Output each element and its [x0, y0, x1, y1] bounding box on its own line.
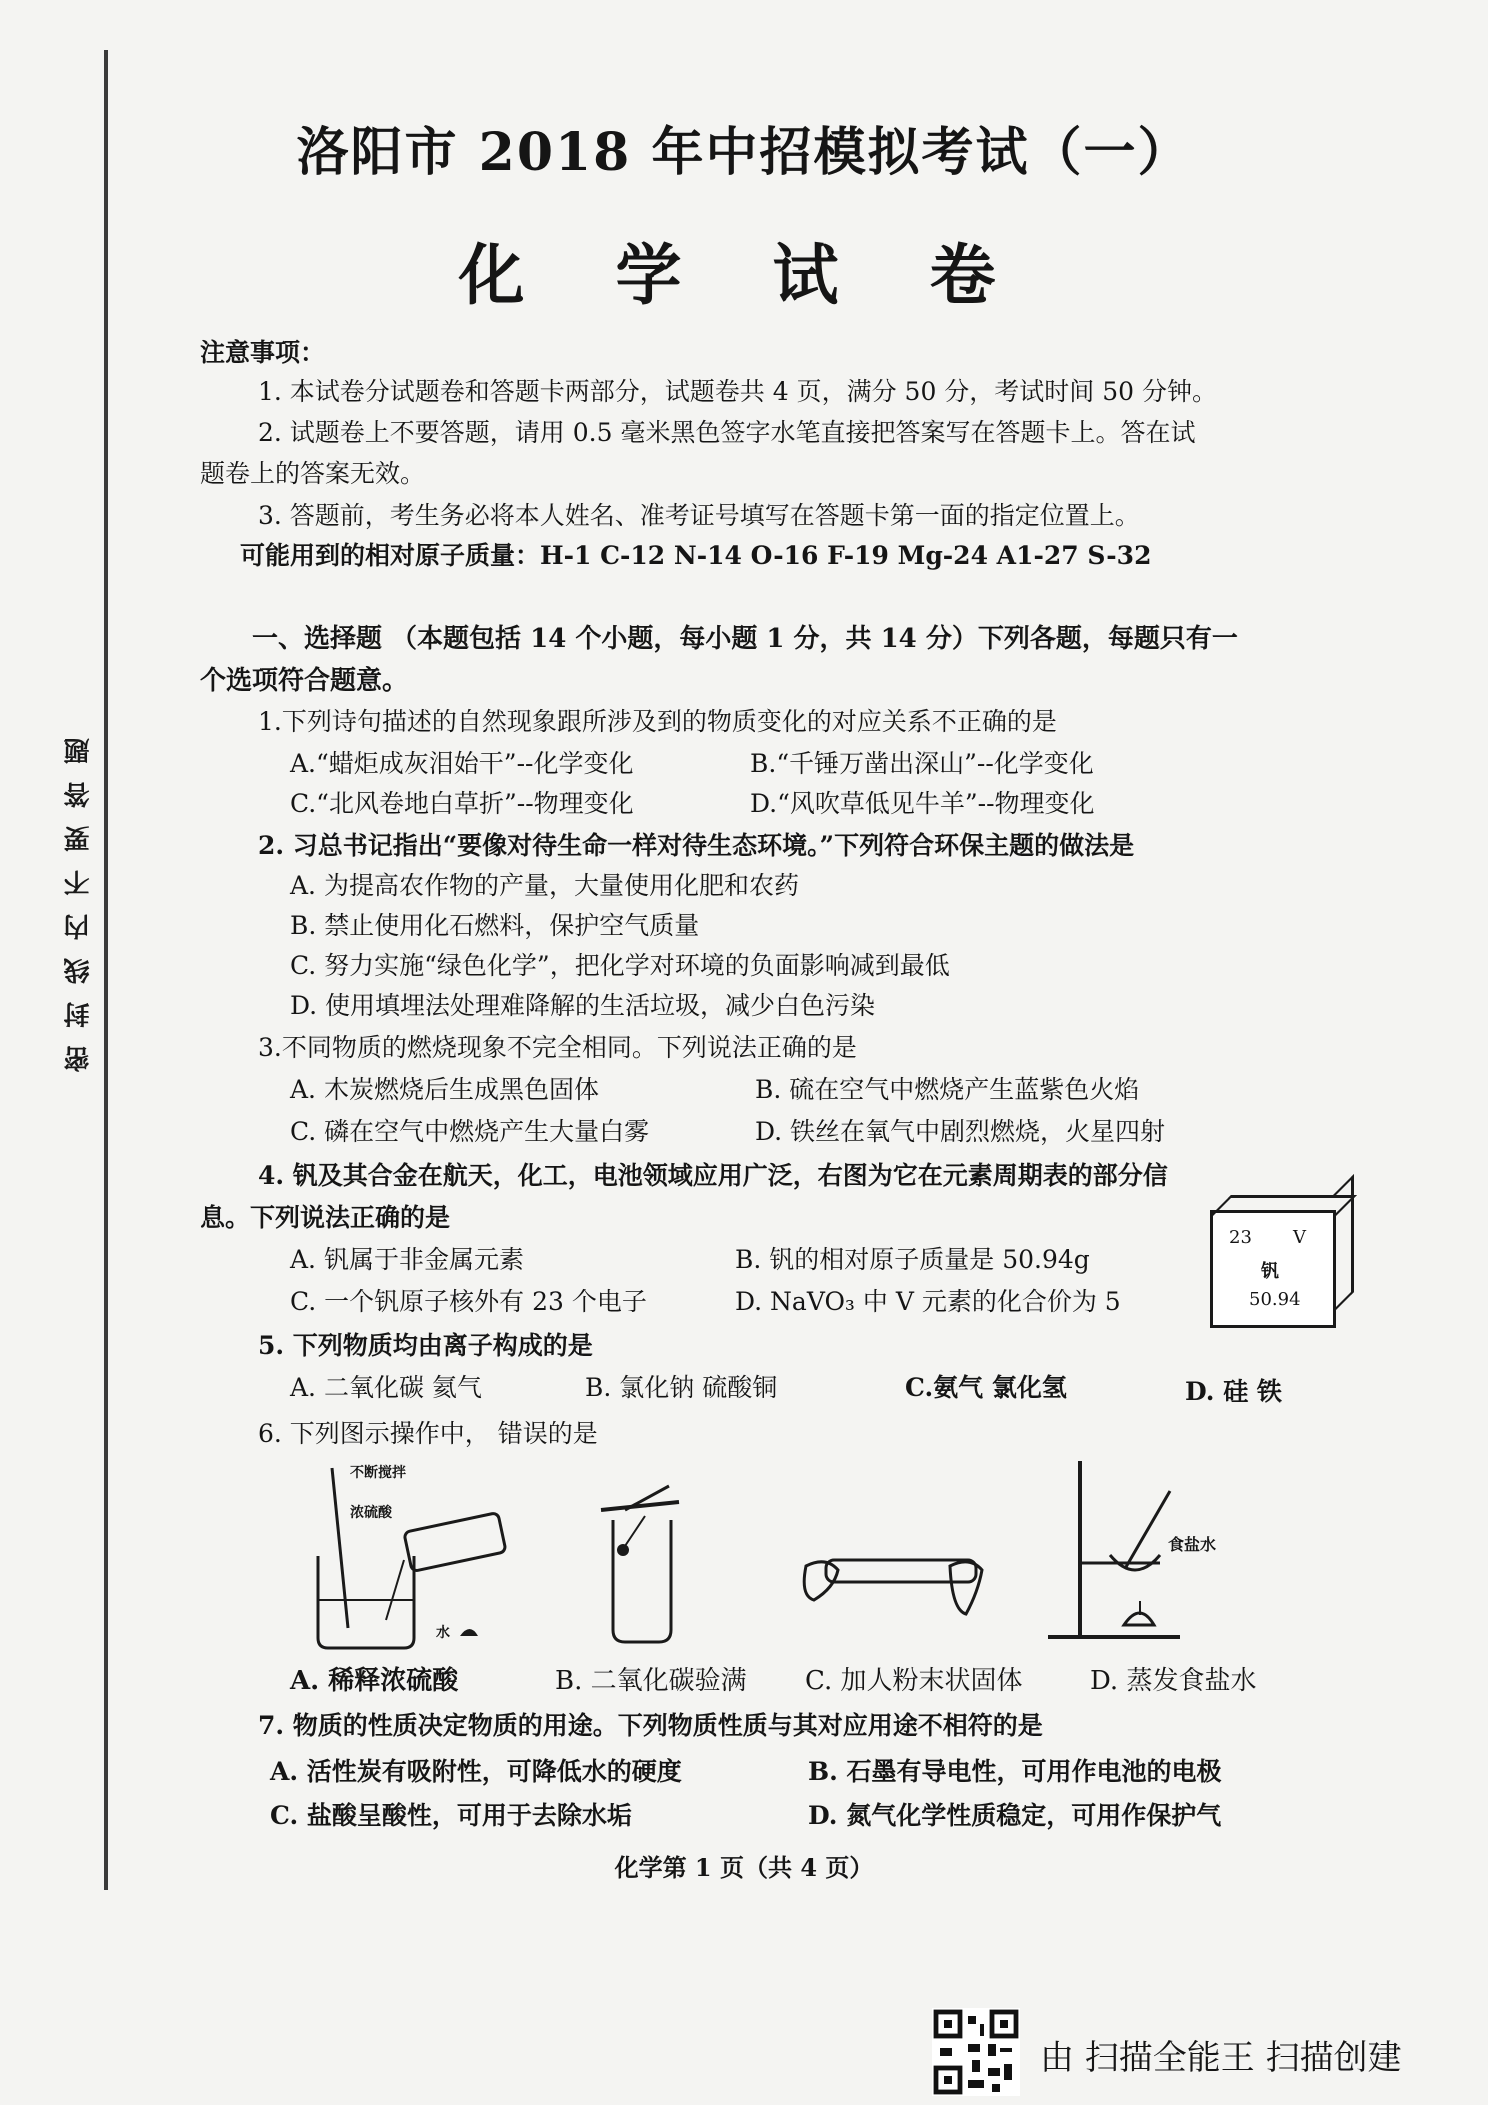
- q3-stem: 3.不同物质的燃烧现象不完全相同。下列说法正确的是: [258, 1033, 857, 1062]
- figure-evaporation: [1040, 1455, 1230, 1655]
- element-symbol: V: [1293, 1227, 1306, 1248]
- binding-line: [104, 50, 108, 1890]
- note-1: 1. 本试卷分试题卷和答题卡两部分，试题卷共 4 页，满分 50 分，考试时间 50 分钟。: [258, 377, 1218, 406]
- q1-stem: 1.下列诗句描述的自然现象跟所涉及到的物质变化的对应关系不正确的是: [258, 707, 1057, 736]
- section-heading: 一、选择题 （本题包括 14 个小题，每小题 1 分，共 14 分）下列各题，每题只有一: [252, 624, 1238, 654]
- q7-stem: 7. 物质的性质决定物质的用途。下列物质性质与其对应用途不相符的是: [258, 1711, 1043, 1740]
- fig-a-label-stir: 不断搅拌: [350, 1465, 406, 1481]
- q4-option-b: B. 钒的相对原子质量是 50.94g: [735, 1245, 1090, 1274]
- q1-option-c: C.“北风卷地白草折”--物理变化: [290, 789, 634, 818]
- fig-a-label-water: 水: [436, 1625, 450, 1641]
- atomic-masses: 可能用到的相对原子质量：H-1 C-12 N-14 O-16 F-19 Mg-24 A1-27 S-32: [240, 541, 1152, 570]
- q7-option-a: A. 活性炭有吸附性，可降低水的硬度: [270, 1757, 682, 1786]
- q4-option-a: A. 钒属于非金属元素: [290, 1245, 524, 1274]
- q1-option-b: B.“千锤万凿出深山”--化学变化: [750, 749, 1094, 778]
- element-name: 钒: [1261, 1261, 1279, 1282]
- q2-option-d: D. 使用填埋法处理难降解的生活垃圾，减少白色污染: [290, 991, 876, 1020]
- q1-option-a: A.“蜡炬成灰泪始干”--化学变化: [290, 749, 634, 778]
- q7-option-c: C. 盐酸呈酸性，可用于去除水垢: [270, 1801, 632, 1830]
- figure-dilute-acid: [300, 1460, 530, 1660]
- q4-stem-cont: 息。下列说法正确的是: [200, 1203, 451, 1232]
- q5-option-b: B. 氯化钠 硫酸铜: [585, 1373, 778, 1402]
- q6-option-c: C. 加人粉末状固体: [805, 1666, 1023, 1696]
- exam-title: 洛阳市 2018 年中招模拟考试（一）: [296, 122, 1192, 183]
- note-2-cont: 题卷上的答案无效。: [200, 459, 426, 488]
- q1-option-d: D.“风吹草低见牛羊”--物理变化: [750, 789, 1095, 818]
- q2-option-b: B. 禁止使用化石燃料，保护空气质量: [290, 911, 700, 940]
- q4-option-c: C. 一个钒原子核外有 23 个电子: [290, 1287, 647, 1316]
- page-footer: 化学第 1 页（共 4 页）: [614, 1853, 874, 1882]
- q5-option-c: C.氨气 氯化氢: [905, 1373, 1067, 1402]
- q3-option-c: C. 磷在空气中燃烧产生大量白雾: [290, 1117, 650, 1146]
- atomic-mass: 50.94: [1249, 1289, 1301, 1310]
- q5-option-a: A. 二氧化碳 氦气: [290, 1373, 482, 1402]
- subject-title: 化 学 试 卷: [458, 236, 1030, 314]
- q5-option-d: D. 硅 铁: [1185, 1377, 1282, 1406]
- qr-code-icon: [932, 2008, 1020, 2096]
- q4-stem: 4. 钒及其合金在航天，化工，电池领域应用广泛，右图为它在元素周期表的部分信: [258, 1161, 1168, 1190]
- q6-option-b: B. 二氧化碳验满: [555, 1666, 747, 1696]
- q3-option-a: A. 木炭燃烧后生成黑色固体: [290, 1075, 599, 1104]
- q6-stem: 6. 下列图示操作中， 错误的是: [258, 1419, 598, 1448]
- periodic-table-cell: [1210, 1210, 1336, 1328]
- q4-option-d: D. NaVO₃ 中 V 元素的化合价为 5: [735, 1287, 1121, 1316]
- binding-margin-note: 密封线内不要答题: [64, 720, 94, 1072]
- fig-a-label-acid: 浓硫酸: [350, 1505, 392, 1521]
- q6-option-d: D. 蒸发食盐水: [1090, 1666, 1257, 1696]
- q7-option-d: D. 氮气化学性质稳定，可用作保护气: [808, 1801, 1222, 1830]
- q3-option-d: D. 铁丝在氧气中剧烈燃烧，火星四射: [755, 1117, 1166, 1146]
- figure-powder-add: [800, 1530, 990, 1640]
- scanner-watermark: 由 扫描全能王 扫描创建: [1040, 2038, 1402, 2078]
- q2-option-c: C. 努力实施“绿色化学”，把化学对环境的负面影响减到最低: [290, 951, 950, 980]
- q6-option-a: A. 稀释浓硫酸: [290, 1666, 459, 1696]
- fig-d-label: 食盐水: [1168, 1535, 1217, 1554]
- note-3: 3. 答题前，考生务必将本人姓名、准考证号填写在答题卡第一面的指定位置上。: [258, 501, 1140, 530]
- q5-stem: 5. 下列物质均由离子构成的是: [258, 1331, 593, 1360]
- q3-option-b: B. 硫在空气中燃烧产生蓝紫色火焰: [755, 1075, 1140, 1104]
- notes-heading: 注意事项：: [200, 338, 326, 367]
- figure-co2-check: [585, 1480, 695, 1650]
- atomic-number: 23: [1229, 1227, 1252, 1248]
- q7-option-b: B. 石墨有导电性，可用作电池的电极: [808, 1757, 1222, 1786]
- q2-option-a: A. 为提高农作物的产量，大量使用化肥和农药: [290, 871, 799, 900]
- section-heading-cont: 个选项符合题意。: [200, 666, 409, 696]
- q2-stem: 2. 习总书记指出“要像对待生命一样对待生态环境。”下列符合环保主题的做法是: [258, 831, 1135, 860]
- note-2: 2. 试题卷上不要答题，请用 0.5 毫米黑色签字水笔直接把答案写在答题卡上。答在试: [258, 418, 1196, 447]
